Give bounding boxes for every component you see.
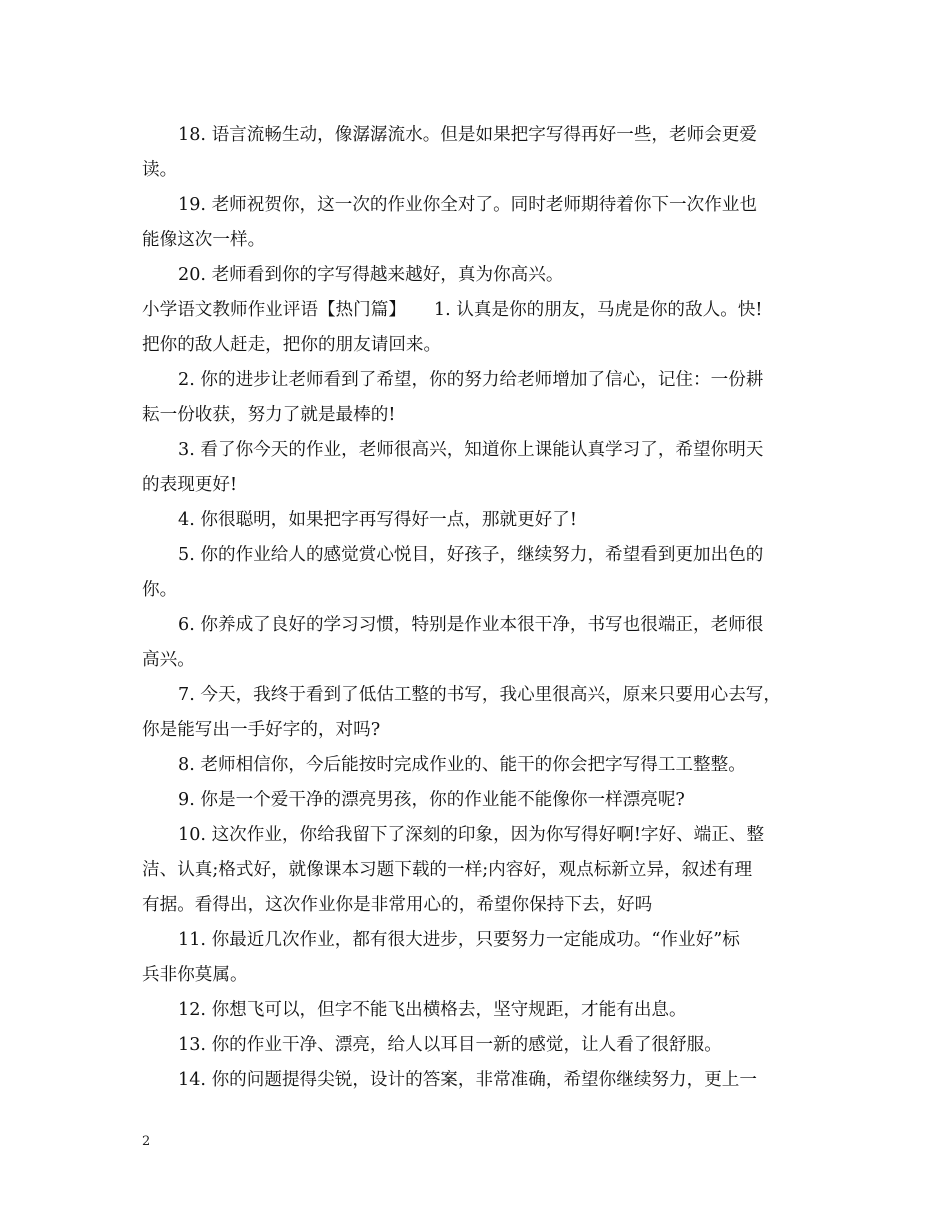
text-line: 的表现更好! [142,475,238,495]
text-line: 2. 你的进步让老师看到了希望，你的努力给老师增加了信心，记住：一份耕 [178,370,764,390]
text-line: 把你的敌人赶走，把你的朋友请回来。 [142,335,442,355]
text-line: 能像这次一样。 [142,230,266,250]
text-line: 12. 你想飞可以，但字不能飞出横格去，坚守规距，才能有出息。 [178,1000,687,1020]
section-heading: 小学语文教师作业评语【热门篇】 [142,300,406,320]
text-line: 有据。看得出，这次作业你是非常用心的，希望你保持下去，好吗 [142,895,653,915]
text-line: 13. 你的作业干净、漂亮，给人以耳目一新的感觉，让人看了很舒服。 [178,1035,722,1055]
text-line: 洁、认真;格式好，就像课本习题下载的一样;内容好，观点标新立异，叙述有理 [142,860,753,880]
text-line: 你。 [142,580,178,600]
text-line: 18. 语言流畅生动，像潺潺流水。但是如果把字写得再好一些，老师会更爱 [178,125,757,145]
text-line: 11. 你最近几次作业，都有很大进步，只要努力一定能成功。“作业好”标 [178,930,740,950]
text-line: 5. 你的作业给人的感觉赏心悦目，好孩子，继续努力，希望看到更加出色的 [178,545,764,565]
text-line: 3. 看了你今天的作业，老师很高兴，知道你上课能认真学习了，希望你明天 [178,440,764,460]
text-line: 你是能写出一手好字的，对吗? [142,720,381,740]
text-fragment: 1. 认真是你的朋友，马虎是你的敌人。快! [433,300,763,320]
text-line: 4. 你很聪明，如果把字再写得好一点，那就更好了! [178,510,577,530]
page-number: 2 [142,1134,151,1149]
text-line: 7. 今天，我终于看到了低估工整的书写，我心里很高兴，原来只要用心去写， [178,685,781,705]
text-line-with-heading [142,293,814,328]
text-line: 耘一份收获，努力了就是最棒的! [142,405,396,425]
text-line: 19. 老师祝贺你，这一次的作业你全对了。同时老师期待着你下一次作业也 [178,195,757,215]
text-line: 6. 你养成了良好的学习习惯，特别是作业本很干净，书写也很端正，老师很 [178,615,764,635]
text-line: 8. 老师相信你，今后能按时完成作业的、能干的你会把字写得工工整整。 [178,755,746,775]
document-body [142,118,814,1098]
text-line: 10. 这次作业，你给我留下了深刻的印象，因为你写得好啊!字好、端正、整 [178,825,765,845]
text-line: 9. 你是一个爱干净的漂亮男孩，你的作业能不能像你一样漂亮呢? [178,790,685,810]
text-line: 14. 你的问题提得尖锐，设计的答案，非常准确，希望你继续努力，更上一 [178,1070,757,1090]
text-line: 高兴。 [142,650,195,670]
text-line: 20. 老师看到你的字写得越来越好，真为你高兴。 [178,265,564,285]
text-line: 兵非你莫属。 [142,965,248,985]
text-line: 读。 [142,160,178,180]
